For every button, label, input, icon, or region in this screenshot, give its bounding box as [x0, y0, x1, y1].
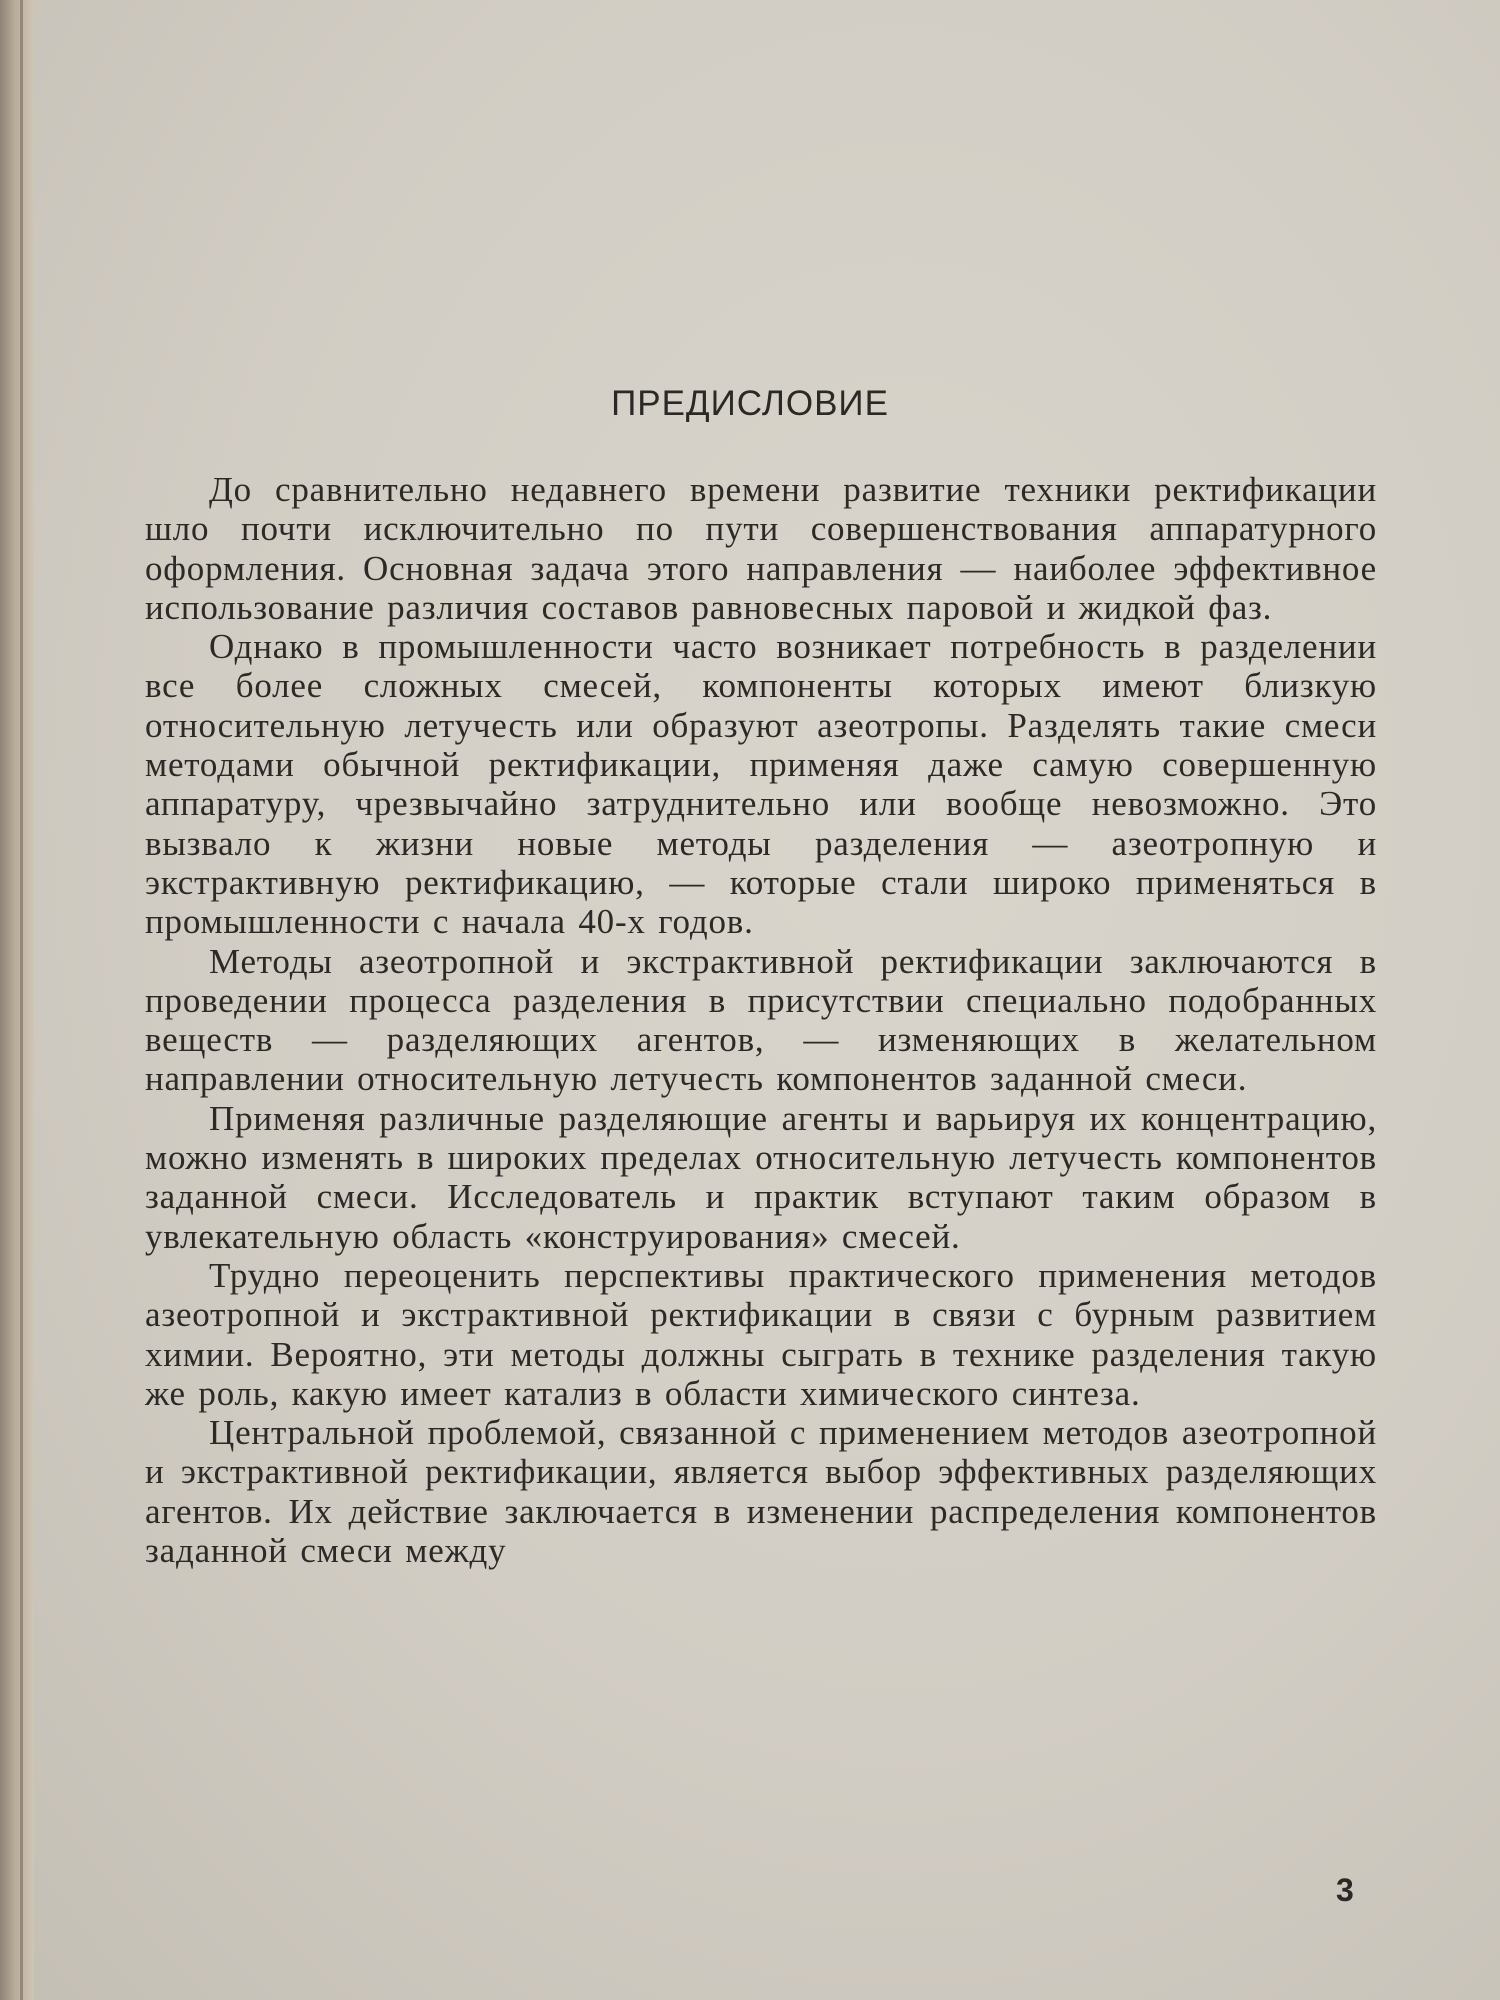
paragraph-5: Трудно переоценить перспективы практического применения методов азеотропной и экстрактивной ректификации в связи с бурным развитием химии. Вероятно, эти методы должны сыграть в технике разделения такую же роль, какую имеет катализ в области химического синтеза.: [145, 1255, 1377, 1413]
page-number: 3: [1336, 1872, 1354, 1908]
paragraph-1: До сравнительно недавнего времени развитие техники ректификации шло почти исключительно по пути совершенствования аппаратурного оформления. Основная задача этого направления — наиболее эффективное использование различия составов равновесных паровой и жидкой фаз.: [145, 470, 1377, 627]
body-text: [145, 470, 1377, 1570]
section-title: ПРЕДИСЛОВИЕ: [611, 384, 889, 423]
paragraph-6: Центральной проблемой, связанной с применением методов азеотропной и экстрактивной ректификации, является выбор эффективных разделяющих агентов. Их действие заключается в изменении распределения компонентов заданной смеси между: [145, 1413, 1377, 1571]
book-spine-edge: [20, 0, 23, 2000]
paragraph-2: Однако в промышленности часто возникает потребность в разделении все более сложных смесей, компоненты которых имеют близкую относительную летучесть или образуют азеотропы. Разделять такие смеси методами обычной ректификации, применяя даже самую совершенную аппаратуру, чрезвычайно затруднительно или вообще невозможно. Это вызвало к жизни новые методы разделения — азеотропную и экстрактивную ректификацию, — которые стали широко применяться в промышленности с начала 40-х годов.: [145, 627, 1377, 942]
paragraph-3: Методы азеотропной и экстрактивной ректификации заключаются в проведении процесса разделения в присутствии специально подобранных веществ — разделяющих агентов, — изменяющих в желательном направлении относительную летучесть компонентов заданной смеси.: [145, 941, 1377, 1099]
paragraph-4: Применяя различные разделяющие агенты и варьируя их концентрацию, можно изменять в широких пределах относительную летучесть компонентов заданной смеси. Исследователь и практик вступают таким образом в увлекательную область «конструирования» смесей.: [145, 1098, 1377, 1256]
book-spine-shadow: [0, 0, 34, 2000]
